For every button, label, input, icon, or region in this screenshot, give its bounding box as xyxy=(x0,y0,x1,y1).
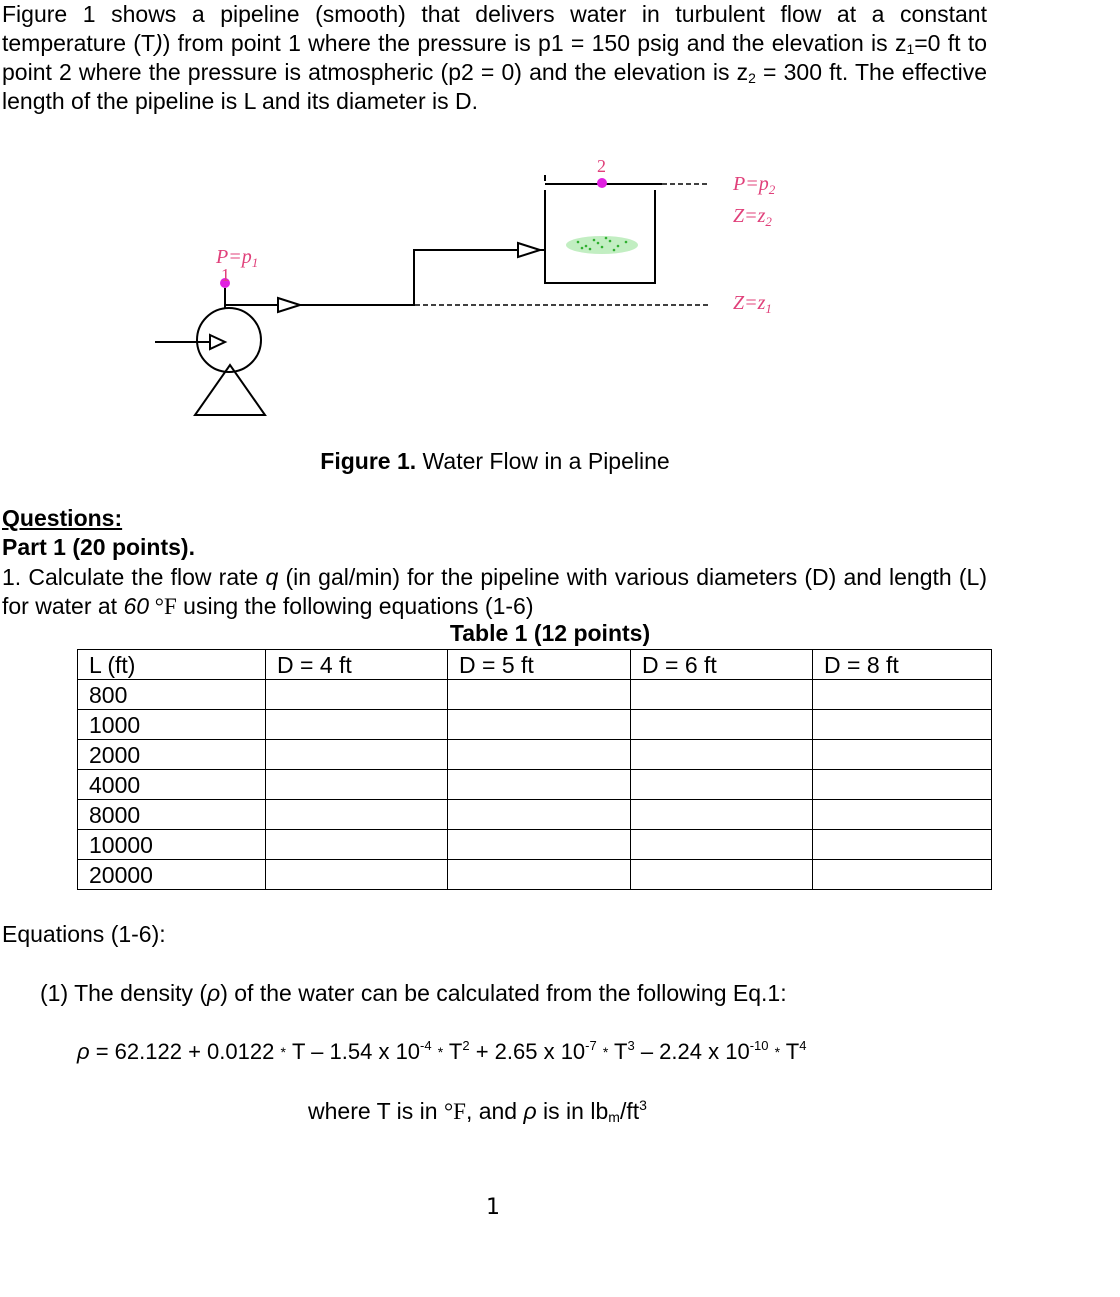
label-z2: $Z=z_2$ xyxy=(733,205,772,229)
header-cell: D = 5 ft xyxy=(448,650,631,680)
label-p2: $P=p_2$ xyxy=(733,173,776,197)
eq1-description: (1) The density (ρ) of the water can be calculated from the following Eq.1: xyxy=(40,980,787,1006)
units-note: where T is in °F, and ρ is in $lb_m/ft^3$ xyxy=(308,1097,647,1125)
table-header-row xyxy=(78,650,992,680)
page-number: 1 xyxy=(486,1195,500,1220)
table-row xyxy=(78,830,992,860)
length-cell: 8000 xyxy=(78,800,266,830)
header-cell: D = 8 ft xyxy=(813,650,992,680)
label-p1: $P=p_1$ xyxy=(216,246,259,270)
answer-cell[interactable] xyxy=(448,860,631,890)
questions-heading: Questions: xyxy=(2,505,123,531)
answer-cell[interactable] xyxy=(813,740,992,770)
answer-cell[interactable] xyxy=(266,860,448,890)
answer-cell[interactable] xyxy=(813,710,992,740)
length-cell: 800 xyxy=(78,680,266,710)
table-title: Table 1 (12 points) xyxy=(449,620,651,646)
answer-cell[interactable] xyxy=(813,770,992,800)
answer-cell[interactable] xyxy=(448,800,631,830)
question-1: 1. Calculate the flow rate q (in gal/min) for the pipeline with various diameters (D) and length (L) for water at 60 °F using the following equations (1-6) xyxy=(2,564,987,619)
flow-arrow-icon xyxy=(278,298,300,312)
table-row xyxy=(78,770,992,800)
answer-cell[interactable] xyxy=(813,680,992,710)
answer-cell[interactable] xyxy=(266,710,448,740)
answer-cell[interactable] xyxy=(266,830,448,860)
pipeline-figure xyxy=(150,150,810,425)
water-surface xyxy=(566,236,638,254)
length-cell: 4000 xyxy=(78,770,266,800)
density-equation: ρ = 62.122 + 0.0122 * T – 1.54 x $10^{-4} * T^2 + 2.65$ x $10^{-7} * T^3 - 2.24$ x $10^{-10} * T^4$ xyxy=(77,1038,807,1064)
answer-cell[interactable] xyxy=(631,770,813,800)
answer-cell[interactable] xyxy=(631,830,813,860)
header-cell: D = 6 ft xyxy=(631,650,813,680)
length-cell: 1000 xyxy=(78,710,266,740)
pump-icon xyxy=(155,308,265,415)
answer-cell[interactable] xyxy=(448,770,631,800)
table-row xyxy=(78,860,992,890)
answer-cell[interactable] xyxy=(813,830,992,860)
answer-cell[interactable] xyxy=(448,710,631,740)
table-row xyxy=(78,800,992,830)
flow-arrow-icon xyxy=(518,243,540,257)
header-cell: L (ft) xyxy=(78,650,266,680)
answer-cell[interactable] xyxy=(266,770,448,800)
table-row xyxy=(78,710,992,740)
equations-heading: Equations (1-6): xyxy=(2,921,166,947)
label-point-1: 1 xyxy=(221,265,230,285)
table-row xyxy=(78,680,992,710)
table-row xyxy=(78,740,992,770)
answer-cell[interactable] xyxy=(631,710,813,740)
label-z1: $Z=z_1$ xyxy=(733,292,772,316)
intro-paragraph: Figure 1 shows a pipeline (smooth) that delivers water in turbulent flow at a constant temperature (T)) from point 1 where the pressure is p1 = 150 psig and the elevation is $z_1=0$ ft to point 2 where the pressure is atmospheric (p2 = 0) and the elevation is $z_2 = 300$ ft. The effective length of the pipeline is L and its diameter is D. xyxy=(2,1,988,114)
answer-cell[interactable] xyxy=(813,860,992,890)
flow-rate-table xyxy=(77,649,992,890)
answer-cell[interactable] xyxy=(266,740,448,770)
length-cell: 2000 xyxy=(78,740,266,770)
answer-cell[interactable] xyxy=(631,800,813,830)
answer-cell[interactable] xyxy=(631,680,813,710)
length-cell: 10000 xyxy=(78,830,266,860)
length-cell: 20000 xyxy=(78,860,266,890)
answer-cell[interactable] xyxy=(266,680,448,710)
label-point-2: 2 xyxy=(597,156,606,176)
point-2-marker xyxy=(597,178,607,188)
answer-cell[interactable] xyxy=(448,830,631,860)
answer-cell[interactable] xyxy=(448,680,631,710)
answer-cell[interactable] xyxy=(448,740,631,770)
answer-cell[interactable] xyxy=(631,860,813,890)
header-cell: D = 4 ft xyxy=(266,650,448,680)
answer-cell[interactable] xyxy=(631,740,813,770)
answer-cell[interactable] xyxy=(813,800,992,830)
answer-cell[interactable] xyxy=(266,800,448,830)
figure-caption: Figure 1. Water Flow in a Pipeline xyxy=(320,448,670,474)
part1-heading: Part 1 (20 points). xyxy=(2,534,195,560)
